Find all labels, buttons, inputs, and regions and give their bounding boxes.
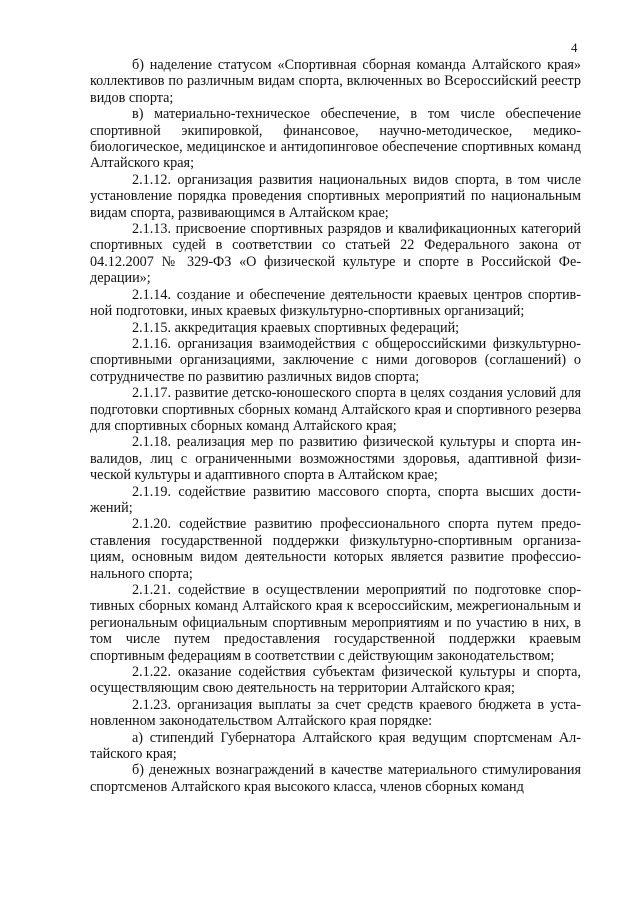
paragraph-9: 2.1.18. реализация мер по развитию физической культуры и спорта инвалидов, лиц с ограниченными возможностями здоровья, адаптивной физической культуры и адаптивного спорта в Алтайском крае;: [90, 434, 581, 484]
paragraph-5: 2.1.14. создание и обеспечение деятельности краевых центров спортивной подготовки, иных краевых физкультурно-спортивных организаций;: [90, 286, 581, 320]
paragraph-2: в) материально-техническое обеспечение, в том числе обеспечение спортивной экипировкой, финансовое, научно-методическое, медико-биологическое, медицинское и антидопинговое обеспечение спортивных команд Алтайского края;: [90, 106, 581, 172]
paragraph-14: 2.1.23. организация выплаты за счет средств краевого бюджета в установленном законодательством Алтайского края порядке:: [90, 696, 581, 730]
paragraph-4: 2.1.13. присвоение спортивных разрядов и квалификационных категорий спортивных судей в соответствии со статьей 22 Федерального закона от 04.12.2007 № 329-ФЗ «О физической культуре и спорте в Российской Федерации»;: [90, 221, 581, 287]
document-body: [90, 57, 581, 795]
paragraph-13: 2.1.22. оказание содействия субъектам физической культуры и спорта, осуществляющим свою деятельность на территории Алтайского края;: [90, 664, 581, 697]
paragraph-8: 2.1.17. развитие детско-юношеского спорта в целях создания условий для подготовки спортивных сборных команд Алтайского края и спортивного резерва для спортивных сборных команд Алтайского края;: [90, 385, 581, 434]
paragraph-12: 2.1.21. содействие в осуществлении мероприятий по подготовке спортивных сборных команд Алтайского края к всероссийским, межрегиональным и региональным официальным спортивным мероприятиям и по участию в них, в том числе путем предоставления государственной поддержки краевым спортивным федерациям в соответствии с действующим законодательством;: [90, 582, 581, 664]
paragraph-16: б) денежных вознаграждений в качестве материального стимулирования спортсменов Алтайского края высокого класса, членов сборных команд: [90, 762, 581, 795]
paragraph-7: 2.1.16. организация взаимодействия с общероссийскими физкультурно-спортивными организациями, заключение с ними договоров (соглашений) о сотрудничестве по развитию различных видов спорта;: [90, 335, 581, 385]
paragraph-15: а) стипендий Губернатора Алтайского края ведущим спортсменам Алтайского края;: [90, 729, 581, 763]
paragraph-6: 2.1.15. аккредитация краевых спортивных федераций;: [132, 319, 460, 336]
paragraph-10: 2.1.19. содействие развитию массового спорта, спорта высших достижений;: [90, 483, 581, 516]
paragraph-1: б) наделение статусом «Спортивная сборная команда Алтайского края» коллективов по различным видам спорта, включенных во Всероссийский реестр видов спорта;: [90, 57, 581, 106]
paragraph-3: 2.1.12. организация развития национальных видов спорта, в том числе установление порядка проведения спортивных мероприятий по национальным видам спорта, развивающимся в Алтайском крае;: [90, 171, 581, 221]
paragraph-11: 2.1.20. содействие развитию профессионального спорта путем предоставления государственной поддержки физкультурно-спортивным организациям, основным видом деятельности которых является развитие профессионального спорта;: [90, 516, 581, 582]
page-number: 4: [571, 40, 578, 55]
